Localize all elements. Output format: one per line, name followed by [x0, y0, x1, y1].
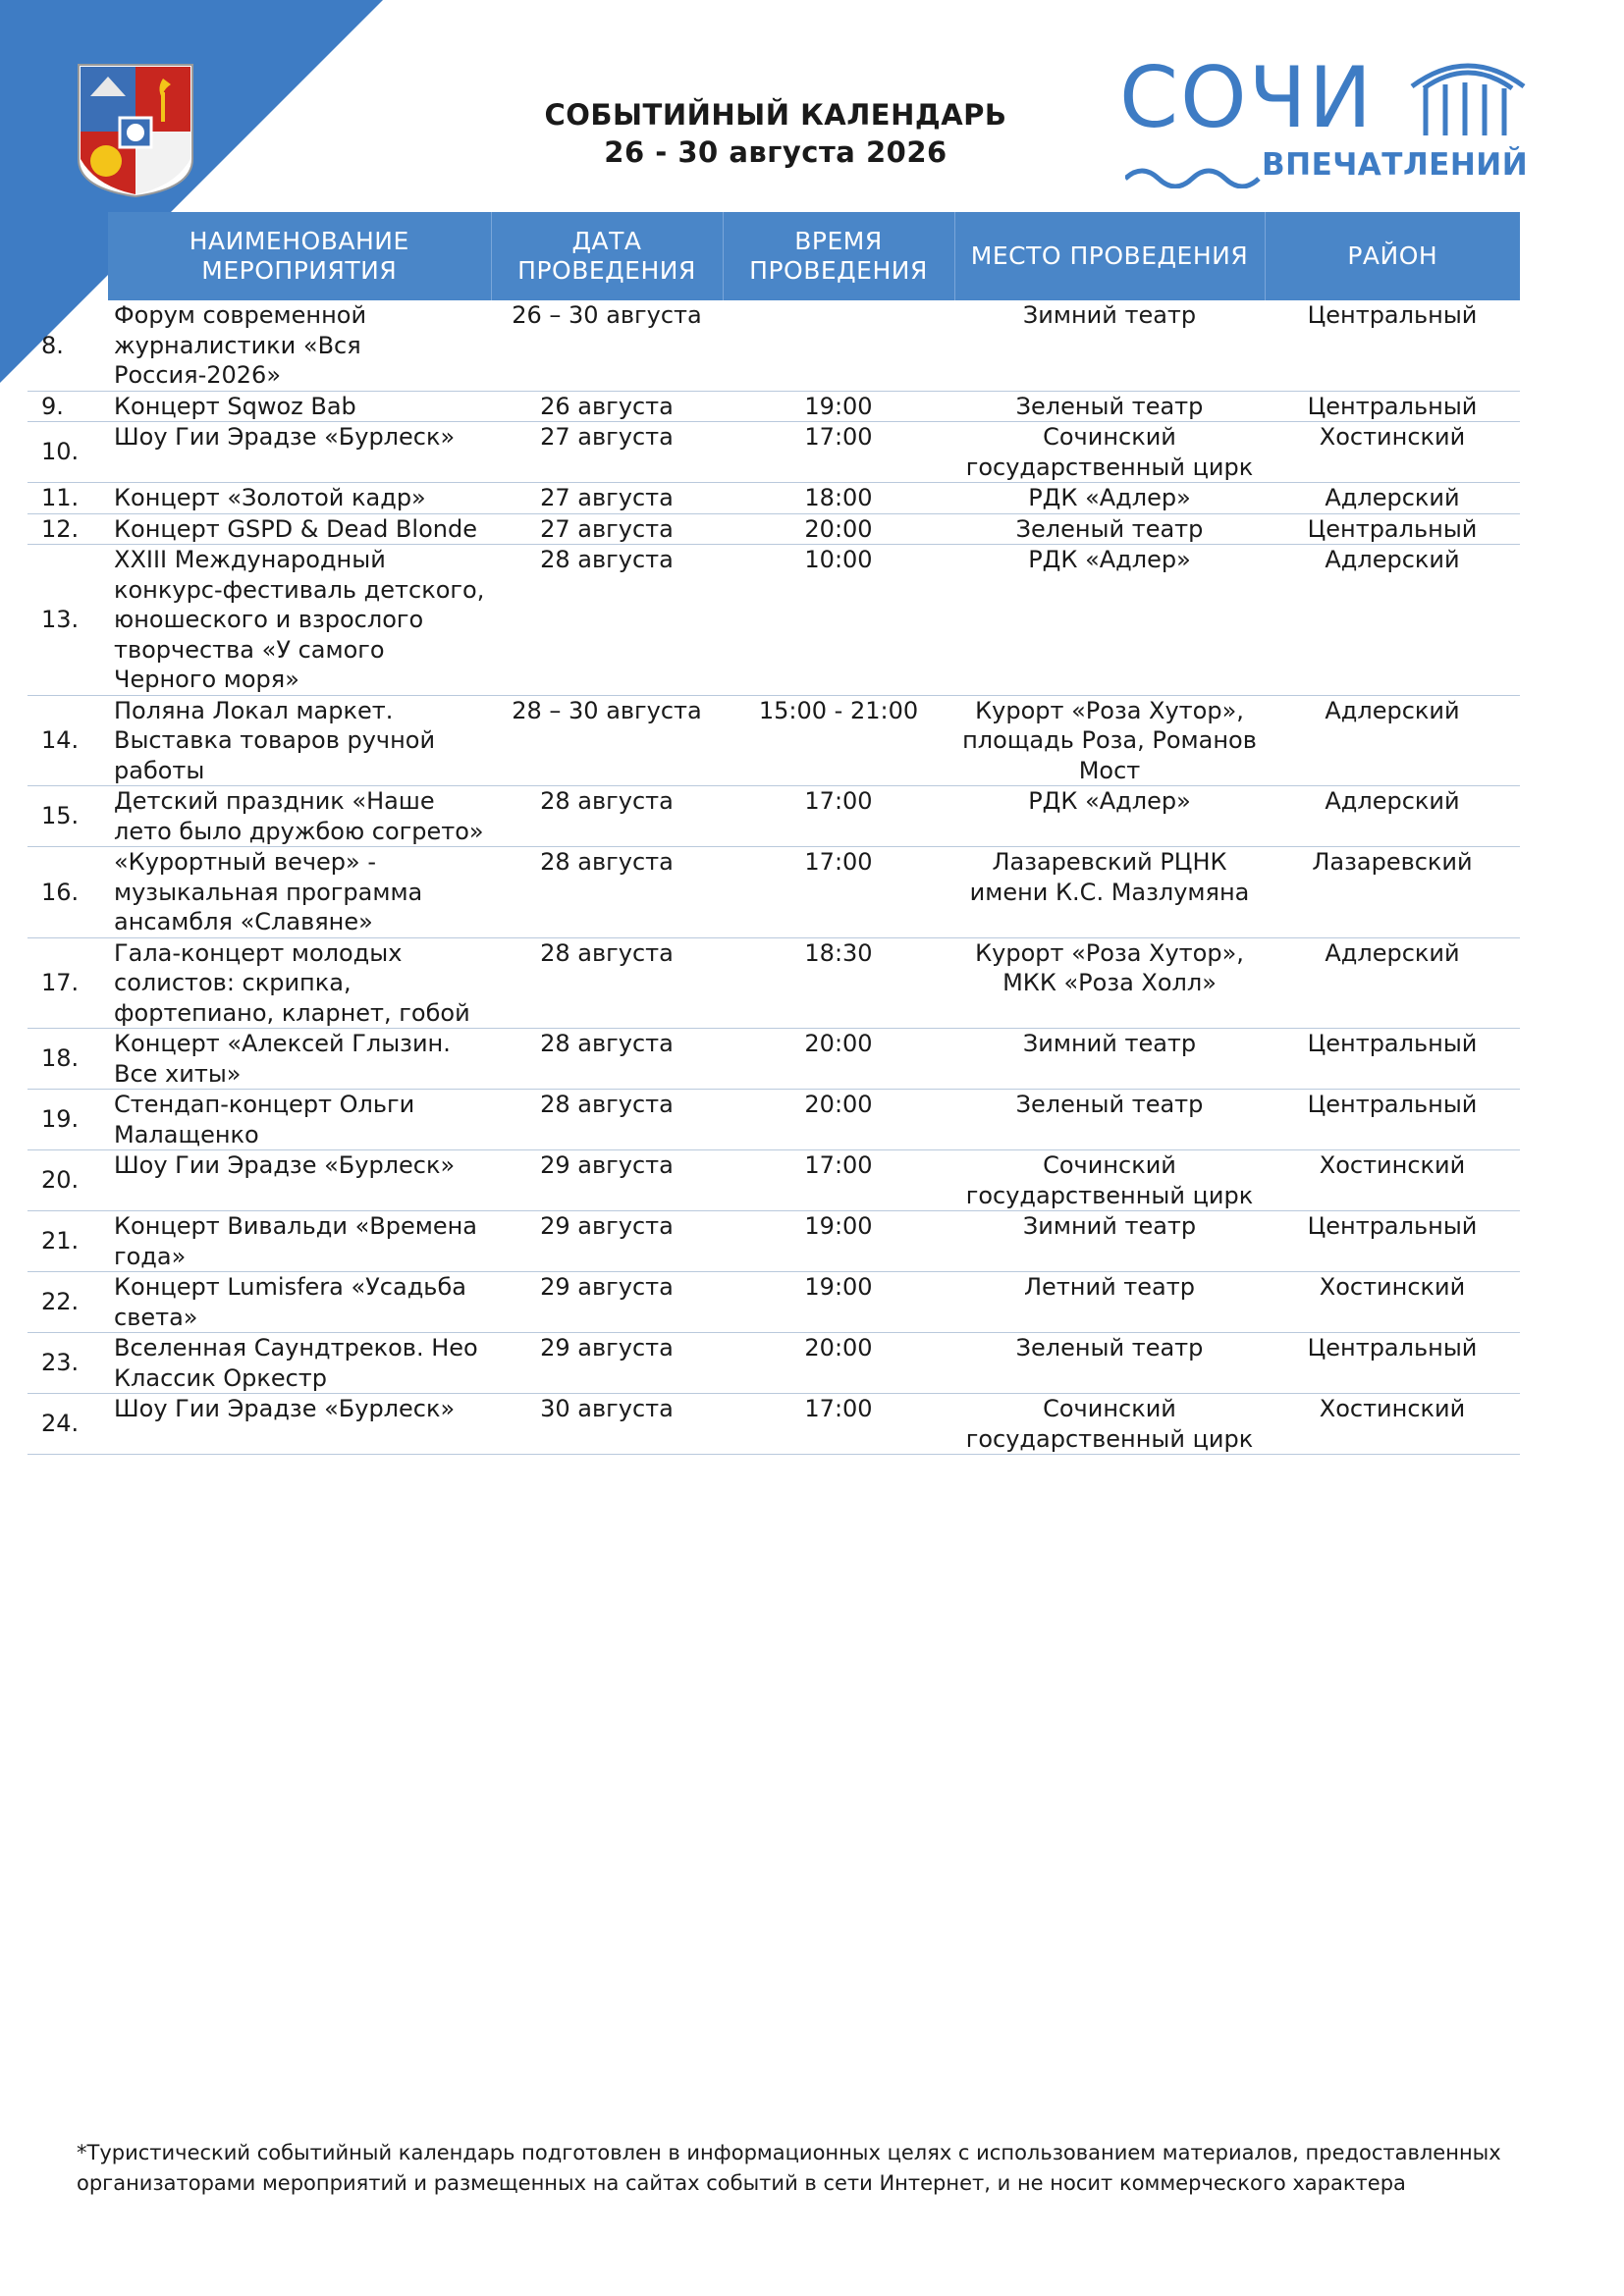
table-row [27, 1150, 1520, 1211]
event-place: Зеленый театр [954, 391, 1265, 422]
header-name: НАИМЕНОВАНИЕ МЕРОПРИЯТИЯ [108, 212, 491, 300]
event-time: 19:00 [723, 1272, 954, 1333]
event-time: 17:00 [723, 786, 954, 847]
event-date: 29 августа [491, 1211, 723, 1272]
event-place: Сочинский государственный цирк [954, 1394, 1265, 1455]
table-row [27, 786, 1520, 847]
event-date: 30 августа [491, 1394, 723, 1455]
event-date: 27 августа [491, 483, 723, 514]
event-district: Адлерский [1265, 786, 1520, 847]
event-name: Детский праздник «Наше лето было дружбою согрето» [108, 786, 491, 847]
table-row [27, 937, 1520, 1029]
event-name: Концерт «Алексей Глызин. Все хиты» [108, 1029, 491, 1090]
event-date: 28 августа [491, 545, 723, 696]
event-district: Адлерский [1265, 937, 1520, 1029]
event-time: 20:00 [723, 1333, 954, 1394]
event-place: Курорт «Роза Хутор», МКК «Роза Холл» [954, 937, 1265, 1029]
event-name: XXIII Международный конкурс-фестиваль детского, юношеского и взрослого творчества «У самого Черного моря» [108, 545, 491, 696]
logo-subtitle: ВПЕЧАТЛЕНИЙ [1262, 147, 1529, 183]
sochi-logo [1119, 49, 1542, 191]
waves-icon [1125, 159, 1263, 188]
event-time: 17:00 [723, 422, 954, 483]
event-place: Сочинский государственный цирк [954, 422, 1265, 483]
event-district: Центральный [1265, 1090, 1520, 1150]
event-date: 28 августа [491, 847, 723, 938]
header-date: ДАТА ПРОВЕДЕНИЯ [491, 212, 723, 300]
event-district: Центральный [1265, 1333, 1520, 1394]
coat-of-arms-icon [77, 63, 194, 198]
event-district: Лазаревский [1265, 847, 1520, 938]
table-row [27, 1394, 1520, 1455]
event-place: Зеленый театр [954, 1090, 1265, 1150]
event-date: 27 августа [491, 513, 723, 545]
table-row [27, 1272, 1520, 1333]
event-district: Центральный [1265, 391, 1520, 422]
table-row [27, 483, 1520, 514]
row-number: 10. [27, 422, 108, 483]
header-time: ВРЕМЯ ПРОВЕДЕНИЯ [723, 212, 954, 300]
header-place: МЕСТО ПРОВЕДЕНИЯ [954, 212, 1265, 300]
row-number: 24. [27, 1394, 108, 1455]
event-district: Хостинский [1265, 422, 1520, 483]
row-number: 20. [27, 1150, 108, 1211]
event-date: 29 августа [491, 1150, 723, 1211]
table-row [27, 1211, 1520, 1272]
event-date: 29 августа [491, 1272, 723, 1333]
row-number: 21. [27, 1211, 108, 1272]
event-place: Зимний театр [954, 1211, 1265, 1272]
row-number: 15. [27, 786, 108, 847]
event-place: РДК «Адлер» [954, 545, 1265, 696]
event-name: Форум современной журналистики «Вся Россия-2026» [108, 300, 491, 391]
event-time: 20:00 [723, 513, 954, 545]
table-row [27, 422, 1520, 483]
event-district: Адлерский [1265, 483, 1520, 514]
event-date: 28 августа [491, 1090, 723, 1150]
event-district: Хостинский [1265, 1394, 1520, 1455]
event-district: Хостинский [1265, 1150, 1520, 1211]
row-number: 11. [27, 483, 108, 514]
event-date: 28 августа [491, 786, 723, 847]
event-time: 19:00 [723, 1211, 954, 1272]
event-date: 26 – 30 августа [491, 300, 723, 391]
row-number: 12. [27, 513, 108, 545]
event-name: Концерт «Золотой кадр» [108, 483, 491, 514]
row-number: 19. [27, 1090, 108, 1150]
event-time: 18:00 [723, 483, 954, 514]
event-time: 10:00 [723, 545, 954, 696]
event-date: 28 – 30 августа [491, 695, 723, 786]
event-place: Сочинский государственный цирк [954, 1150, 1265, 1211]
event-time: 17:00 [723, 1150, 954, 1211]
row-number: 14. [27, 695, 108, 786]
event-name: Шоу Гии Эрадзе «Бурлеск» [108, 1150, 491, 1211]
event-name: Шоу Гии Эрадзе «Бурлеск» [108, 1394, 491, 1455]
event-time: 18:30 [723, 937, 954, 1029]
event-date: 28 августа [491, 937, 723, 1029]
event-place: Лазаревский РЦНК имени К.С. Мазлумяна [954, 847, 1265, 938]
event-place: Летний театр [954, 1272, 1265, 1333]
event-district: Центральный [1265, 1029, 1520, 1090]
row-number: 13. [27, 545, 108, 696]
row-number: 23. [27, 1333, 108, 1394]
colonnade-icon [1404, 49, 1532, 142]
header-district: РАЙОН [1265, 212, 1520, 300]
row-number: 8. [27, 300, 108, 391]
event-name: Вселенная Саундтреков. Нео Классик Оркестр [108, 1333, 491, 1394]
event-name: Шоу Гии Эрадзе «Бурлеск» [108, 422, 491, 483]
event-time [723, 300, 954, 391]
event-name: Поляна Локал маркет. Выставка товаров ручной работы [108, 695, 491, 786]
event-name: Стендап-концерт Ольги Малащенко [108, 1090, 491, 1150]
event-time: 15:00 - 21:00 [723, 695, 954, 786]
header-num [27, 212, 108, 300]
event-time: 17:00 [723, 847, 954, 938]
table-row [27, 545, 1520, 696]
event-name: Гала-концерт молодых солистов: скрипка, фортепиано, кларнет, гобой [108, 937, 491, 1029]
footnote: *Туристический событийный календарь подготовлен в информационных целях с использованием материалов, предоставленных организаторами мероприятий и размещенных на сайтах событий в сети Интернет, и не носит коммерческого характера [77, 2141, 1501, 2195]
title-line-2: 26 - 30 августа 2026 [604, 135, 947, 169]
event-place: Зеленый театр [954, 513, 1265, 545]
table-row [27, 513, 1520, 545]
event-district: Хостинский [1265, 1272, 1520, 1333]
event-name: «Курортный вечер» - музыкальная программа ансамбля «Славяне» [108, 847, 491, 938]
row-number: 22. [27, 1272, 108, 1333]
table-row [27, 391, 1520, 422]
event-time: 20:00 [723, 1029, 954, 1090]
event-name: Концерт Lumisfera «Усадьба света» [108, 1272, 491, 1333]
event-date: 26 августа [491, 391, 723, 422]
event-time: 20:00 [723, 1090, 954, 1150]
table-row [27, 300, 1520, 391]
table-row [27, 695, 1520, 786]
event-place: РДК «Адлер» [954, 786, 1265, 847]
event-name: Концерт GSPD & Dead Blonde [108, 513, 491, 545]
row-number: 16. [27, 847, 108, 938]
event-time: 17:00 [723, 1394, 954, 1455]
table-row [27, 1029, 1520, 1090]
event-time: 19:00 [723, 391, 954, 422]
table-row [27, 1333, 1520, 1394]
event-date: 28 августа [491, 1029, 723, 1090]
event-place: Зимний театр [954, 300, 1265, 391]
page-title [432, 96, 1119, 171]
event-district: Центральный [1265, 1211, 1520, 1272]
event-place: Зеленый театр [954, 1333, 1265, 1394]
event-name: Концерт Вивальди «Времена года» [108, 1211, 491, 1272]
event-place: Зимний театр [954, 1029, 1265, 1090]
event-date: 29 августа [491, 1333, 723, 1394]
events-table [27, 212, 1520, 1455]
event-place: РДК «Адлер» [954, 483, 1265, 514]
event-district: Адлерский [1265, 545, 1520, 696]
event-name: Концерт Sqwoz Bab [108, 391, 491, 422]
row-number: 17. [27, 937, 108, 1029]
row-number: 18. [27, 1029, 108, 1090]
event-place: Курорт «Роза Хутор», площадь Роза, Романов Мост [954, 695, 1265, 786]
event-date: 27 августа [491, 422, 723, 483]
event-district: Адлерский [1265, 695, 1520, 786]
table-row [27, 1090, 1520, 1150]
event-district: Центральный [1265, 513, 1520, 545]
row-number: 9. [27, 391, 108, 422]
event-district: Центральный [1265, 300, 1520, 391]
logo-word: СОЧИ [1119, 49, 1375, 147]
title-line-1: СОБЫТИЙНЫЙ КАЛЕНДАРЬ [544, 98, 1007, 132]
table-header-row [27, 212, 1520, 300]
table-row [27, 847, 1520, 938]
